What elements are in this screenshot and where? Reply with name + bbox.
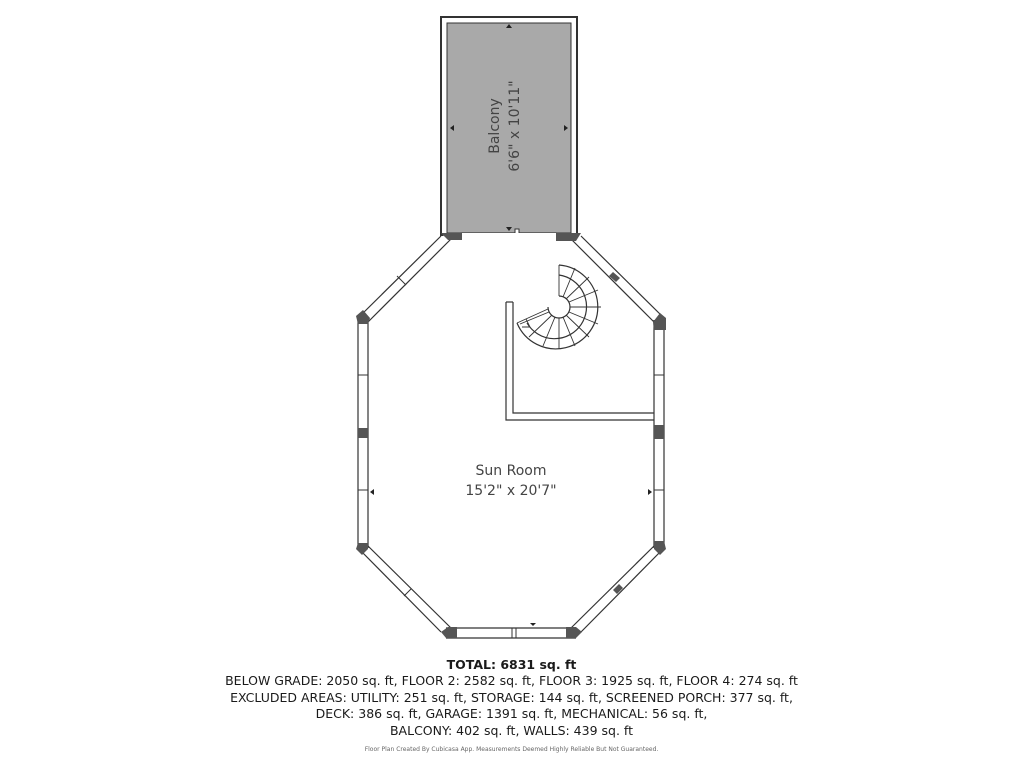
area-summary	[0, 656, 1023, 753]
total-area: TOTAL: 6831 sq. ft	[446, 657, 577, 672]
area-line: BELOW GRADE: 2050 sq. ft, FLOOR 2: 2582 sq. ft, FLOOR 3: 1925 sq. ft, FLOOR 4: 274 sq. ft	[225, 673, 798, 688]
area-line: DECK: 386 sq. ft, GARAGE: 1391 sq. ft, MECHANICAL: 56 sq. ft,	[315, 706, 708, 721]
corner-post	[653, 313, 666, 330]
sun-room-dimensions: 15'2" x 20'7"	[465, 483, 557, 499]
sun-room-label: Sun Room	[475, 463, 547, 479]
corner-post	[654, 425, 664, 439]
credit-note: Floor Plan Created By Cubicasa App. Measurements Deemed Highly Reliable But Not Guaranteed.	[364, 746, 659, 753]
corner-post	[356, 310, 370, 324]
balcony-room	[441, 17, 577, 235]
balcony-dimensions: 6'6" x 10'11"	[507, 80, 523, 172]
sun-room-walls	[356, 233, 666, 638]
area-line: EXCLUDED AREAS: UTILITY: 251 sq. ft, STORAGE: 144 sq. ft, SCREENED PORCH: 377 sq. ft,	[230, 689, 793, 705]
corner-post	[356, 543, 368, 555]
corner-post	[654, 541, 666, 555]
area-line: BALCONY: 402 sq. ft, WALLS: 439 sq. ft	[389, 722, 633, 738]
balcony-label: Balcony	[487, 98, 503, 154]
corner-post	[358, 428, 368, 438]
